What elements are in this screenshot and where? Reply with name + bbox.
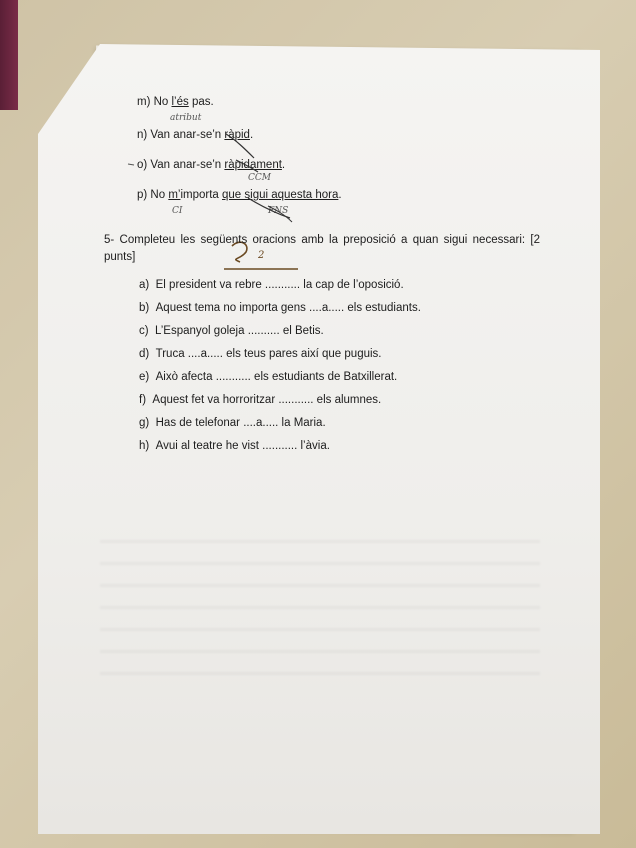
annotation-atribut: atribut — [170, 113, 202, 123]
show-through-text — [100, 540, 540, 680]
item-n: n) Van anar-se’n ràpid. — [137, 129, 254, 141]
sentence-c: c) L’Espanyol goleja .......... el Betis. — [139, 325, 324, 337]
annotation-ccm: CCM — [248, 173, 271, 183]
sentence-f: f) Aquest fet va horroritzar ........... els alumnes. — [139, 394, 382, 406]
sentence-h: h) Avui al teatre he vist ........... l’àvia. — [139, 440, 330, 452]
item-m: m) No l’és pas. — [137, 96, 214, 108]
score-mark: 2 — [258, 250, 265, 261]
table-edge — [0, 0, 18, 110]
paper-sheet — [38, 44, 600, 834]
annotation-fns: FNS — [268, 206, 289, 216]
sentence-a: a) El president va rebre ........... la cap de l’oposició. — [139, 279, 404, 291]
sentence-e: e) Això afecta ........... els estudiants de Batxillerat. — [139, 371, 398, 383]
sentence-d: d) Truca ....a..... els teus pares així que puguis. — [139, 348, 382, 360]
exercise-heading: 5- Completeu les següents oracions amb la preposició a quan sigui necessari: [2 punts] — [104, 234, 540, 263]
sentence-b: b) Aquest tema no importa gens ....a..... els estudiants. — [139, 302, 421, 314]
item-p: p) No m’importa que sigui aquesta hora. — [137, 189, 342, 201]
annotation-ci: CI — [172, 206, 183, 216]
item-o: o) Van anar-se’n ràpidament. — [137, 159, 286, 171]
sentence-g: g) Has de telefonar ....a..... la Maria. — [139, 417, 326, 429]
